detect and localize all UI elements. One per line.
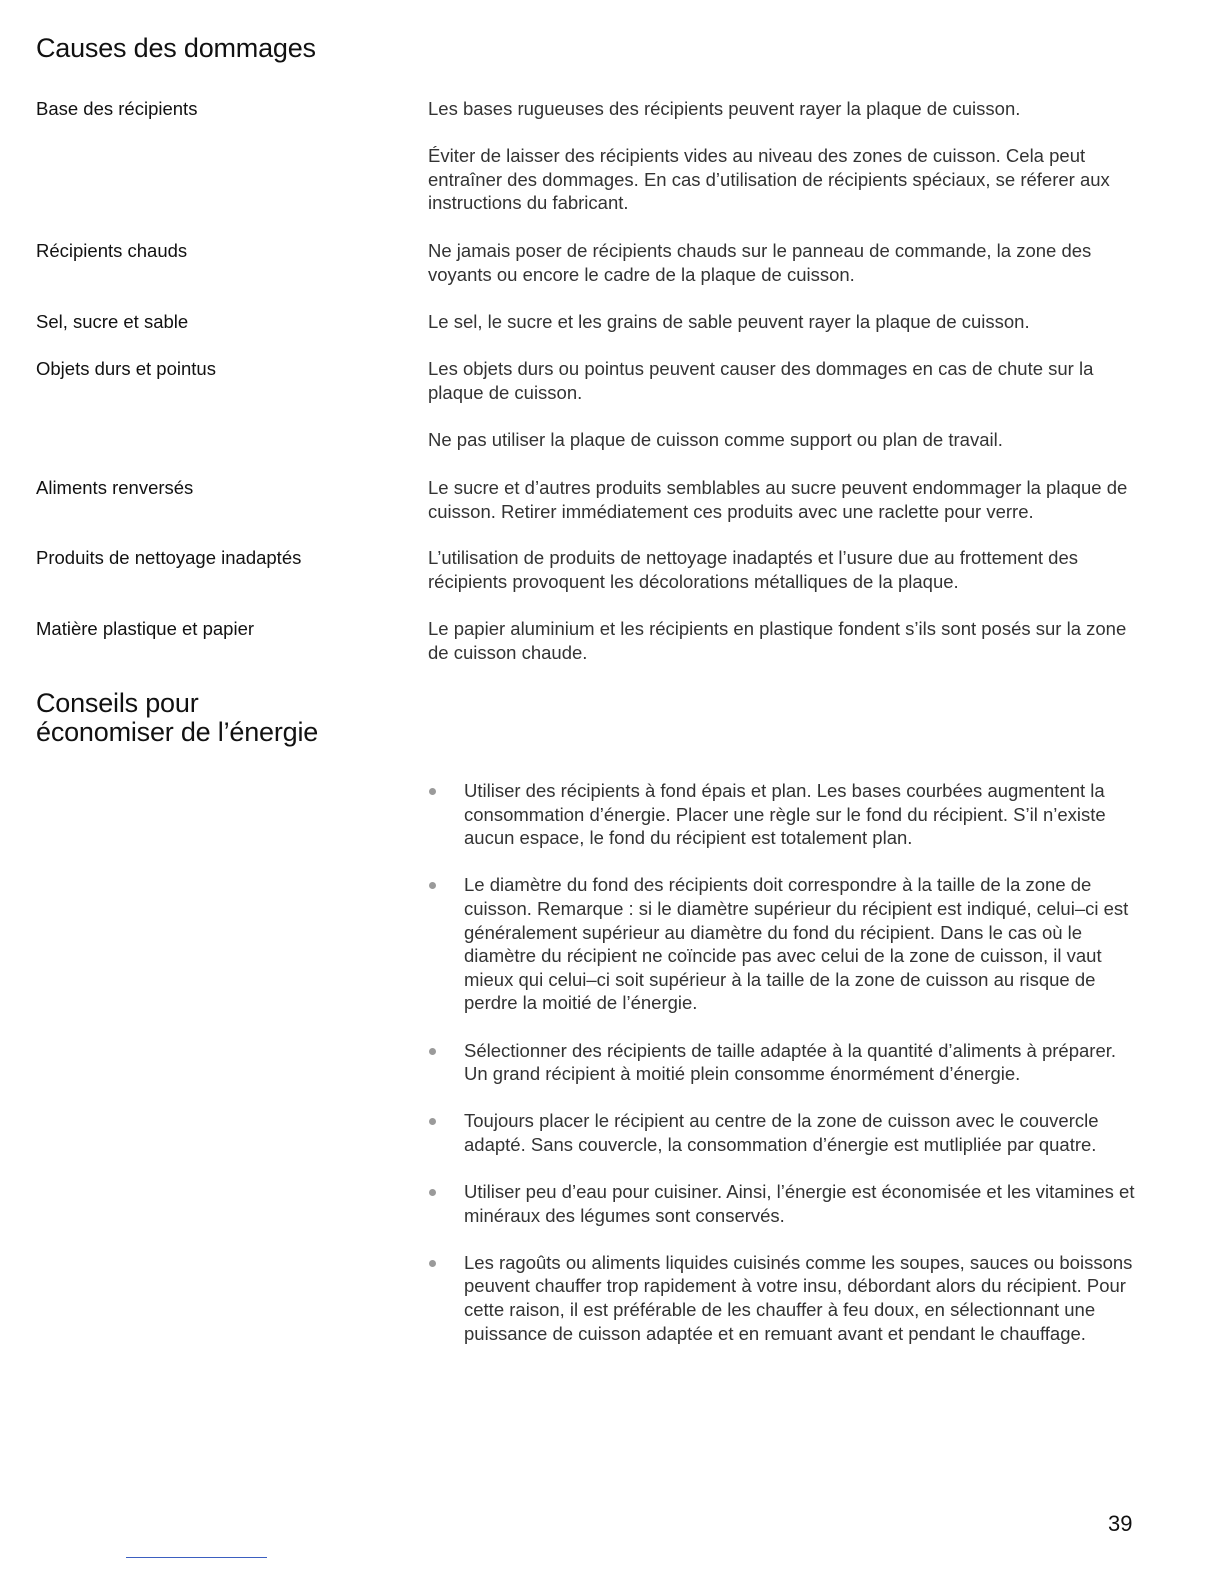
section-title-energy [36,689,318,747]
bullet-icon [429,788,436,795]
term-sel-sucre-sable: Sel, sucre et sable [36,311,189,332]
term-objets-durs: Objets durs et pointus [36,358,216,379]
list-item-text: Les ragoûts ou aliments liquides cuisinés comme les soupes, sauces ou boissons peuvent chauffer trop rapidement à votre insu, débordant alors du récipient. Pour cette raison, il est préférable de les chauffer à feu doux, en sélectionnant une puissance de cuisson adaptée et en remuant avant et pendant le chauffage. [464,1251,1133,1344]
term-recipients-chauds: Récipients chauds [36,240,188,261]
desc-paragraph: Les objets durs ou pointus peuvent causer des dommages en cas de chute sur la plaque de cuisson. [428,358,1094,403]
list-item [428,1180,1144,1227]
bullet-icon [429,1189,436,1196]
term-base-recipients: Base des récipients [36,98,198,119]
list-item-text: Le diamètre du fond des récipients doit correspondre à la taille de la zone de cuisson. Remarque : si le diamètre supérieur du récipient est indiqué, celui–ci est généralement supérieur au diamètre du fond du récipient. Dans le cas où le diamètre du récipient ne coïncide pas avec celui de la zone de cuisson, il vaut mieux qui celui–ci soit supérieur à la taille de la zone de cuisson au risque de perdre la moitié de l’énergie. [464,874,1129,1014]
desc-paragraph: Ne pas utiliser la plaque de cuisson comme support ou plan de travail. [428,429,1003,450]
desc-paragraph: Les bases rugueuses des récipients peuvent rayer la plaque de cuisson. [428,98,1021,119]
list-item-text: Utiliser des récipients à fond épais et plan. Les bases courbées augmentent la consommation d’énergie. Placer une règle sur le fond du récipient. S’il n’existe aucun espace, le fond du récipient est totalement plan. [464,780,1106,849]
list-item [428,1109,1144,1156]
energy-tips-list [428,779,1144,1345]
section-title-energy-line2: économiser de l’énergie [36,717,319,747]
list-item [428,1039,1144,1086]
list-item [428,1251,1144,1345]
term-produits-nettoyage: Produits de nettoyage inadaptés [36,547,302,568]
term-aliments-renverses: Aliments renversés [36,477,194,498]
list-item-text: Sélectionner des récipients de taille adaptée à la quantité d’aliments à préparer. Un grand récipient à moitié plein consomme énormément d’énergie. [464,1039,1117,1085]
footer-divider [126,1557,267,1558]
section-title-damage: Causes des dommages [36,33,316,63]
desc-paragraph: Éviter de laisser des récipients vides au niveau des zones de cuisson. Cela peut entraîner des dommages. En cas d’utilisation de récipients spéciaux, se réferer aux instructions du fabricant. [428,145,1110,214]
desc-paragraph: Le sel, le sucre et les grains de sable peuvent rayer la plaque de cuisson. [428,311,1030,332]
page-number: 39 [1108,1511,1133,1536]
bullet-icon [429,1260,436,1267]
bullet-icon [429,1048,436,1055]
list-item-text: Utiliser peu d’eau pour cuisiner. Ainsi, l’énergie est économisée et les vitamines et minéraux des légumes sont conservés. [464,1181,1135,1226]
section-title-energy-line1: Conseils pour [36,688,199,718]
term-matiere-plastique: Matière plastique et papier [36,618,255,639]
bullet-icon [429,882,436,889]
desc-paragraph: Ne jamais poser de récipients chauds sur le panneau de commande, la zone des voyants ou encore le cadre de la plaque de cuisson. [428,240,1092,285]
desc-paragraph: L’utilisation de produits de nettoyage inadaptés et l’usure due au frottement des récipients provoquent les décolorations métalliques de la plaque. [428,547,1078,592]
list-item [428,873,1144,1015]
bullet-icon [429,1118,436,1125]
list-item-text: Toujours placer le récipient au centre de la zone de cuisson avec le couvercle adapté. Sans couvercle, la consommation d’énergie est mutlipliée par quatre. [464,1110,1099,1155]
desc-paragraph: Le sucre et d’autres produits semblables au sucre peuvent endommager la plaque de cuisson. Retirer immédiatement ces produits avec une raclette pour verre. [428,477,1128,522]
list-item [428,779,1144,850]
desc-paragraph: Le papier aluminium et les récipients en plastique fondent s’ils sont posés sur la zone de cuisson chaude. [428,618,1127,663]
